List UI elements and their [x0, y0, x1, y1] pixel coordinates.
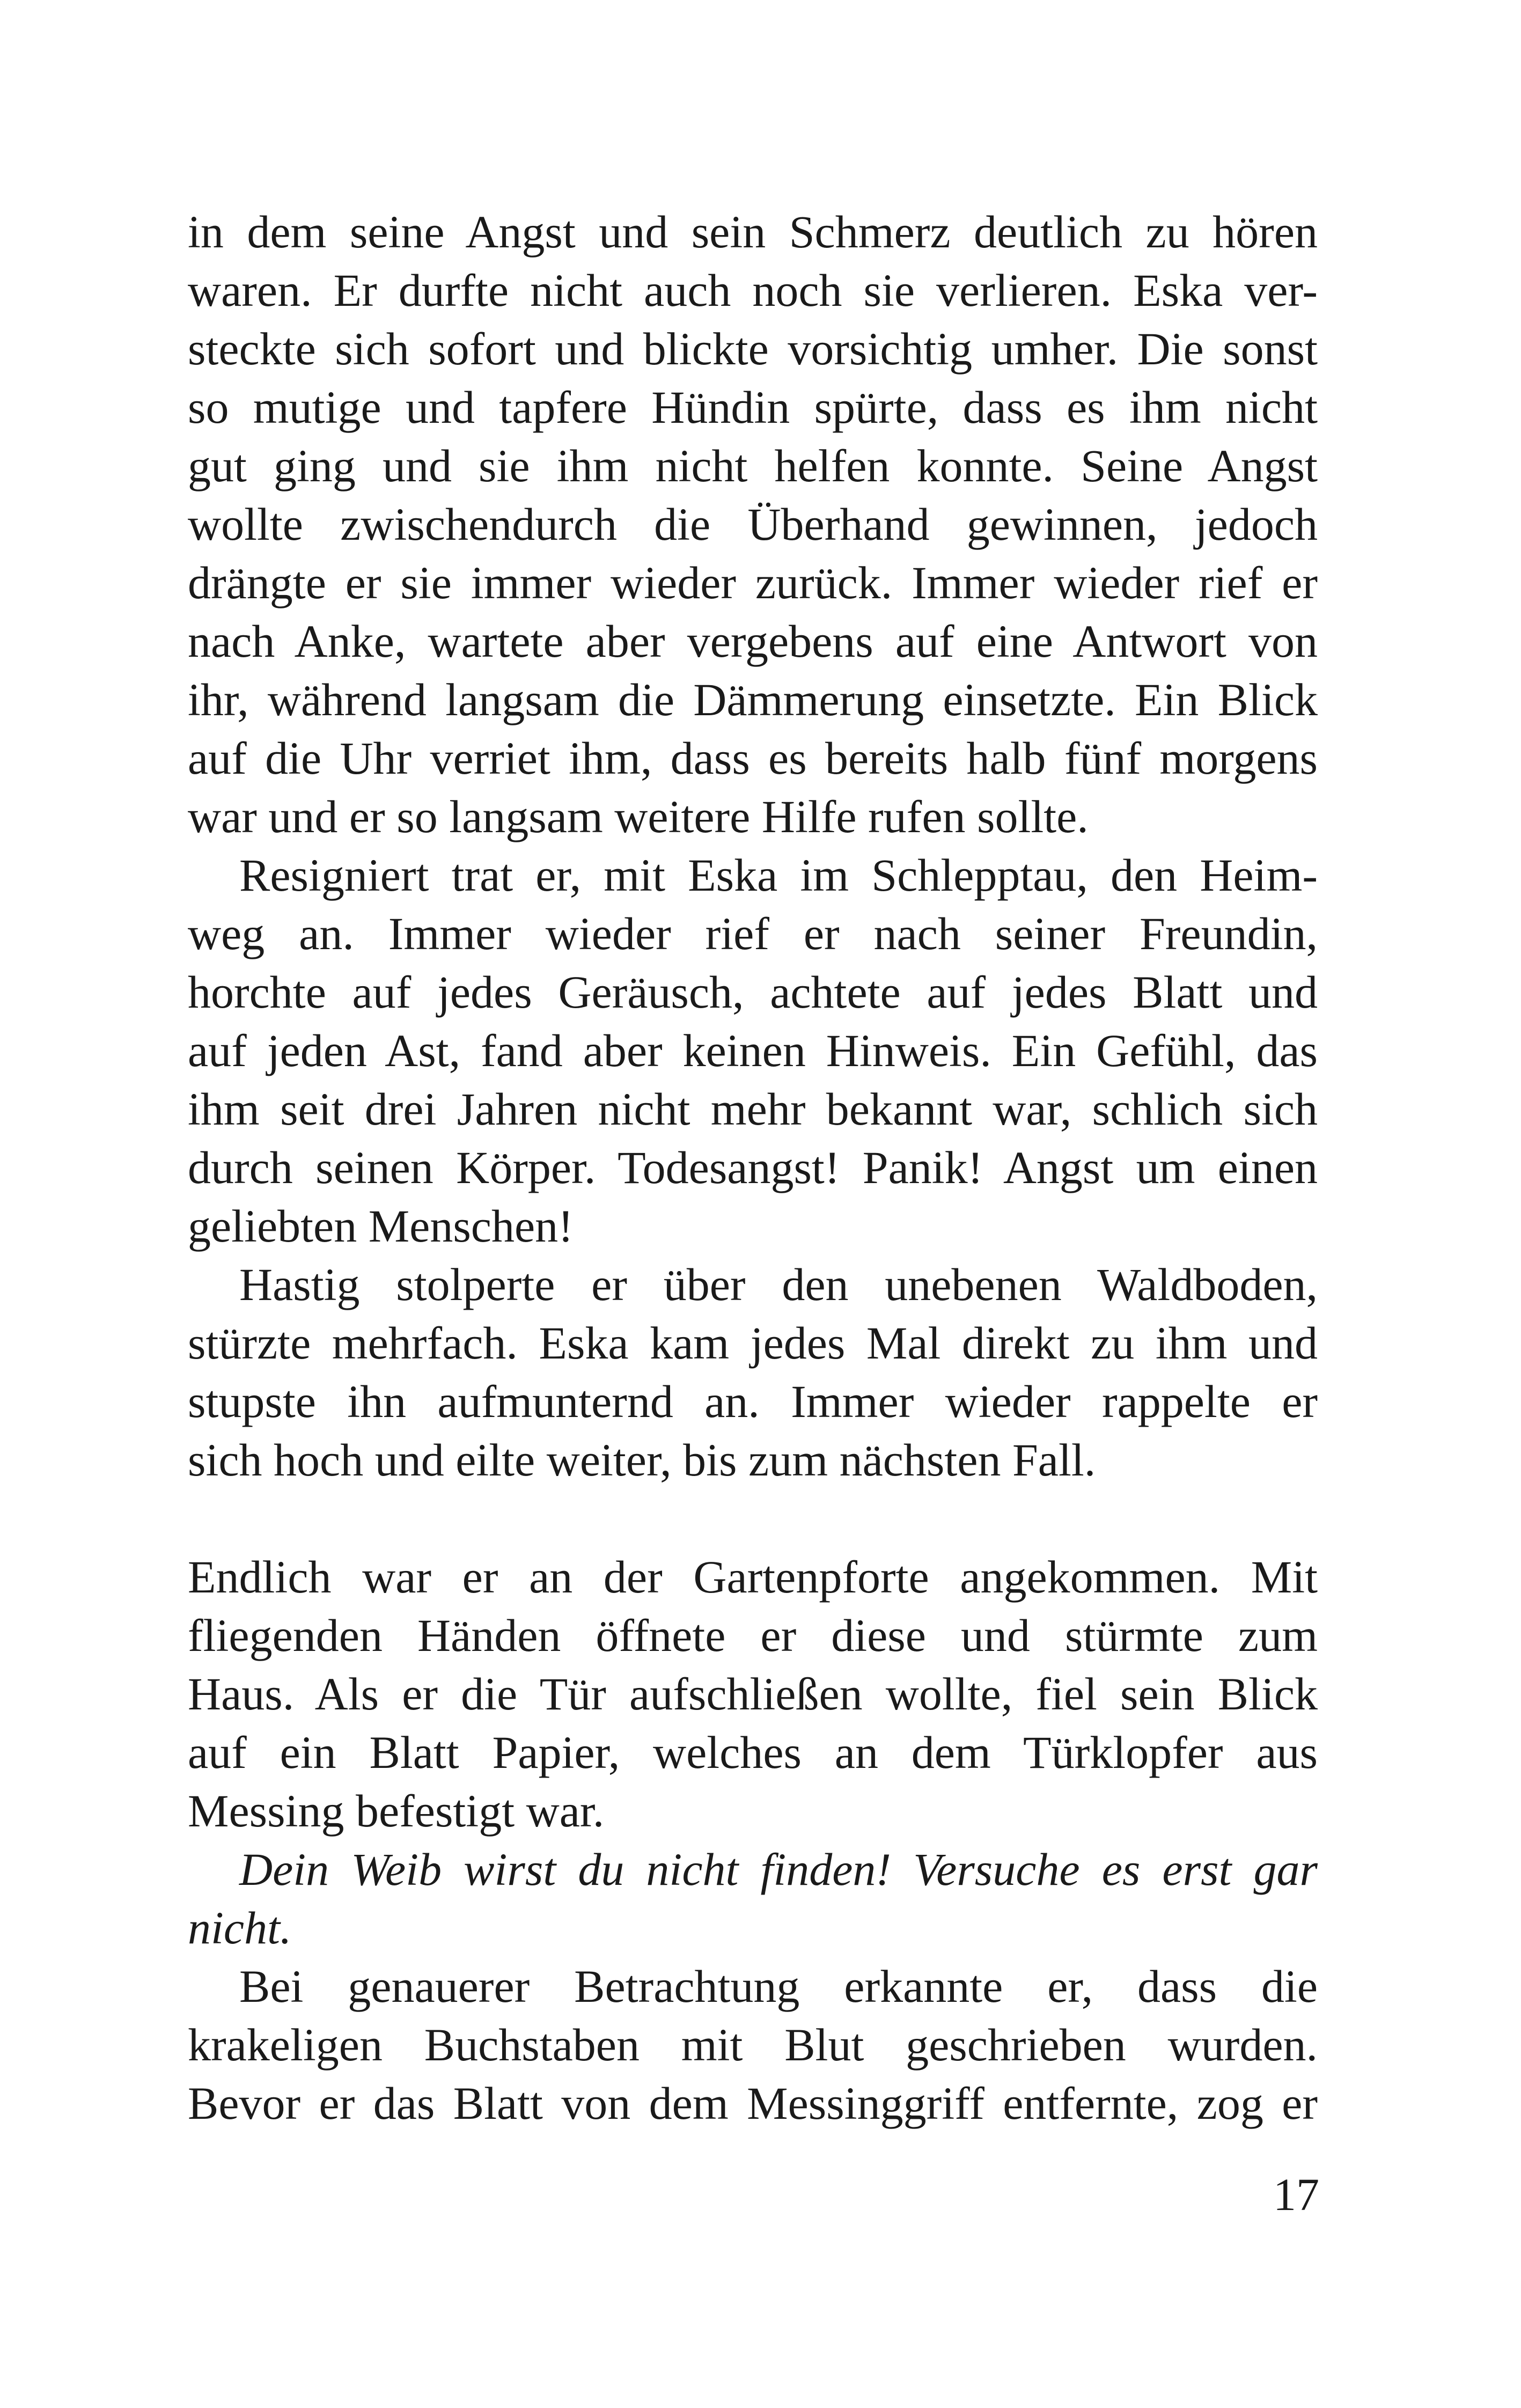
text-line: Endlich war er an der Gartenpforte angekommen. Mit — [188, 1551, 1318, 1603]
text-line: geliebten Menschen! — [188, 1200, 574, 1252]
text-line: krakeligen Buchstaben mit Blut geschrieben wurden. — [188, 2019, 1318, 2071]
text-line: war und er so langsam weitere Hilfe rufen sollte. — [188, 791, 1089, 842]
text-line: nicht. — [188, 1902, 292, 1954]
text-line: ihm seit drei Jahren nicht mehr bekannt war, schlich sich — [188, 1083, 1318, 1135]
text-line: auf ein Blatt Papier, welches an dem Türklopfer aus — [188, 1727, 1318, 1778]
text-line: Haus. Als er die Tür aufschließen wollte, fiel sein Blick — [188, 1668, 1318, 1720]
text-line: wollte zwischendurch die Überhand gewinnen, jedoch — [188, 498, 1318, 550]
text-line: stupste ihn aufmunternd an. Immer wieder rappelte er — [188, 1376, 1318, 1427]
text-line: auf jeden Ast, fand aber keinen Hinweis. Ein Gefühl, das — [188, 1025, 1318, 1076]
text-line: so mutige und tapfere Hündin spürte, dass es ihm nicht — [188, 381, 1318, 433]
text-line: nach Anke, wartete aber vergebens auf eine Antwort von — [188, 615, 1318, 667]
text-line: stürzte mehrfach. Eska kam jedes Mal direkt zu ihm und — [188, 1317, 1318, 1369]
text-line: auf die Uhr verriet ihm, dass es bereits halb fünf morgens — [188, 732, 1318, 784]
page-number: 17 — [1273, 2169, 1319, 2220]
text-line: Dein Weib wirst du nicht finden! Versuche es erst gar — [239, 1844, 1318, 1895]
text-line: weg an. Immer wieder rief er nach seiner Freundin, — [188, 908, 1318, 959]
text-line: Bei genauerer Betrachtung erkannte er, dass die — [239, 1961, 1318, 2012]
text-line: Bevor er das Blatt von dem Messinggriff entfernte, zog er — [188, 2077, 1318, 2129]
text-line: Resigniert trat er, mit Eska im Schlepptau, den Heim- — [239, 849, 1318, 901]
text-line: gut ging und sie ihm nicht helfen konnte. Seine Angst — [188, 440, 1318, 491]
text-line: waren. Er durfte nicht auch noch sie verlieren. Eska ver- — [188, 265, 1318, 316]
text-line: durch seinen Körper. Todesangst! Panik! Angst um einen — [188, 1142, 1318, 1193]
body-text — [188, 203, 1318, 2133]
text-line: ihr, während langsam die Dämmerung einsetzte. Ein Blick — [188, 674, 1318, 725]
text-line: Messing befestigt war. — [188, 1785, 605, 1837]
paragraph-gap — [188, 1489, 1318, 1548]
text-line: fliegenden Händen öffnete er diese und stürmte zum — [188, 1610, 1318, 1661]
text-line: horchte auf jedes Geräusch, achtete auf jedes Blatt und — [188, 966, 1318, 1018]
text-line: drängte er sie immer wieder zurück. Immer wieder rief er — [188, 557, 1318, 608]
text-line: sich hoch und eilte weiter, bis zum nächsten Fall. — [188, 1434, 1096, 1486]
text-line: Hastig stolperte er über den unebenen Waldboden, — [239, 1259, 1318, 1310]
text-line: in dem seine Angst und sein Schmerz deutlich zu hören — [188, 206, 1318, 258]
text-line: steckte sich sofort und blickte vorsichtig umher. Die sonst — [188, 323, 1318, 375]
